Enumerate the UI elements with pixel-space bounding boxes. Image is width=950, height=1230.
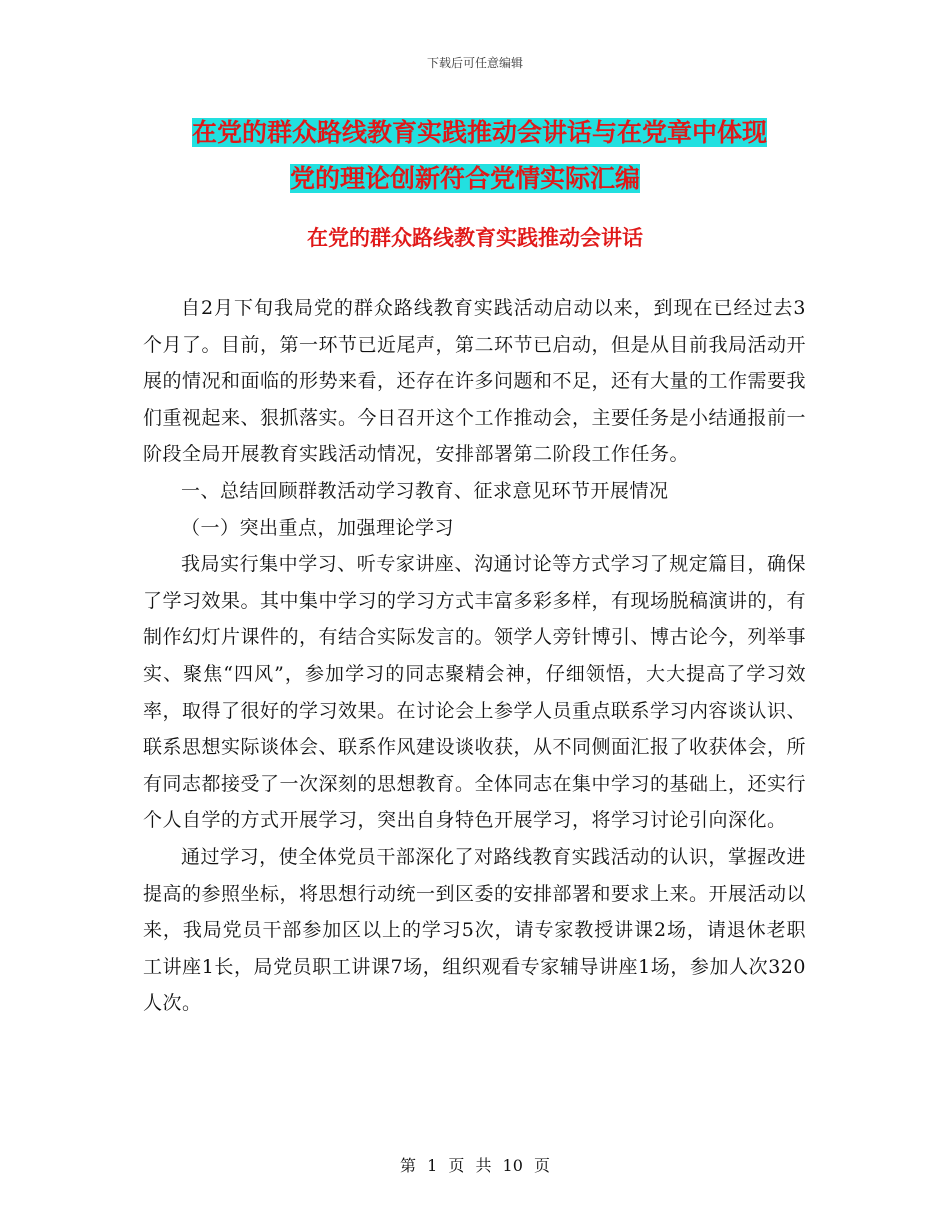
title-line-2 [140, 156, 810, 202]
document-body [143, 290, 806, 1022]
page-footer: 第 1 页 共 10 页 [400, 1156, 550, 1175]
paragraph-study: 我局实行集中学习、听专家讲座、沟通讨论等方式学习了规定篇目，确保了学习效果。其中集中学习的学习方式丰富多彩多样，有现场脱稿演讲的，有制作幻灯片课件的，有结合实际发言的。领学人旁针博引、博古论今，列举事实、聚焦“四风”，参加学习的同志聚精会神，仔细领悟，大大提高了学习效率，取得了很好的学习效果。在讨论会上参学人员重点联系学习内容谈认识、联系思想实际谈体会、联系作风建设谈收获，从不同侧面汇报了收获体会，所有同志都接受了一次深刻的思想教育。全体同志在集中学习的基础上，还实行个人自学的方式开展学习，突出自身特色开展学习，将学习讨论引向深化。 [143, 553, 807, 832]
paragraph-intro: 自2月下旬我局党的群众路线教育实践活动启动以来，到现在已经过去3个月了。目前，第一环节已近尾声，第二环节已启动，但是从目前我局活动开展的情况和面临的形势来看，还存在许多问题和不足，还有大量的工作需要我们重视起来、狠抓落实。今日召开这个工作推动会，主要任务是小结通报前一阶段全局开展教育实践活动情况，安排部署第二阶段工作任务。 [143, 297, 807, 466]
heading-section-1: 一、总结回顾群教活动学习教育、征求意见环节开展情况 [181, 479, 669, 502]
section-title: 在党的群众路线教育实践推动会讲话 [307, 226, 643, 250]
header-note: 下载后可任意编辑 [426, 56, 523, 70]
heading-subsection-1: （一）突出重点，加强理论学习 [181, 516, 455, 539]
title-line-2-text: 党的理论创新符合党情实际汇编 [290, 164, 641, 193]
document-title [140, 110, 810, 202]
title-line-1 [140, 110, 810, 156]
paragraph-results: 通过学习，使全体党员干部深化了对路线教育实践活动的认识，掌握改进提高的参照坐标，将思想行动统一到区委的安排部署和要求上来。开展活动以来，我局党员干部参加区以上的学习5次，请专家教授讲课2场，请退休老职工讲座1长，局党员职工讲课7场，组织观看专家辅导讲座1场，参加人次320人次。 [143, 845, 807, 1015]
title-line-1-text: 在党的群众路线教育实践推动会讲话与在党章中体现 [192, 118, 768, 147]
